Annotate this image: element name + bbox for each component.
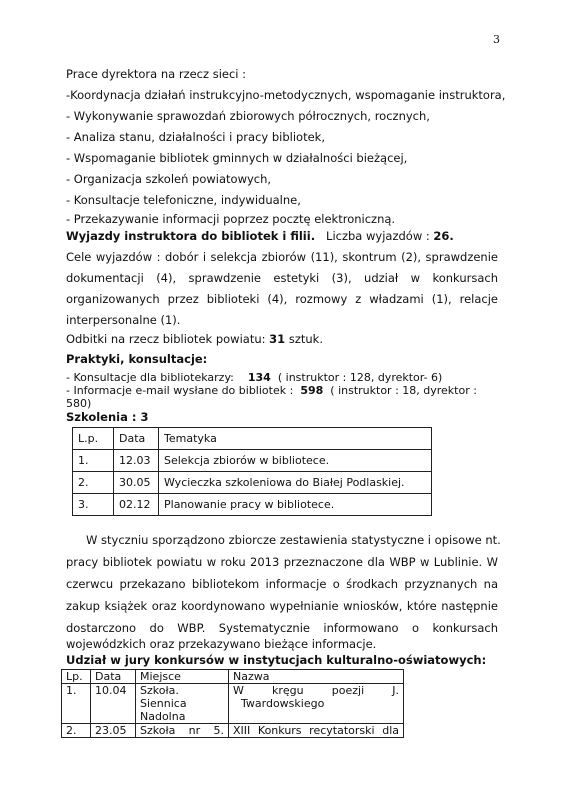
name-line: Twardowskiego: [241, 697, 325, 710]
column-header: Tematyka: [159, 428, 432, 450]
network-work-item: - Wykonywanie sprawozdań zbiorowych półrocznych, rocznych,: [66, 109, 430, 123]
place-text: Szkoła. Siennica: [140, 684, 187, 710]
place-line: Nadolna: [140, 710, 186, 723]
place-line: [140, 724, 224, 737]
email-value: 598: [300, 384, 324, 397]
table-cell: [136, 724, 229, 738]
network-work-item: - Wspomaganie bibliotek gminnych w działalności bieżącej,: [66, 151, 408, 165]
name-line: XIII Konkurs recytatorski dla: [233, 724, 399, 737]
trips-purpose-line: dokumentacji (4), sprawdzenie estetyki (3), udział w konkursach: [66, 271, 498, 285]
trips-count-label: Liczba wyjazdów :: [326, 229, 430, 243]
table-cell: Selekcja zbiorów w bibliotece.: [159, 450, 432, 472]
email-line: [66, 384, 477, 397]
jury-table: [61, 669, 404, 738]
place-line: [140, 684, 224, 710]
summary-line: zakup książek oraz koordynowano wypełnianie wniosków, które następnie: [66, 599, 498, 613]
consult-label: - Konsultacje dla bibliotekarzy:: [66, 371, 234, 384]
summary-line: pracy bibliotek powiatu w roku 2013 przeznaczone dla WBP w Lublinie. W: [66, 555, 498, 569]
column-header: Data: [91, 670, 136, 684]
table-row: [73, 494, 432, 516]
trips-purpose-line: Cele wyjazdów : dobór i selekcja zbiorów (11), skontrum (2), sprawdzenie: [66, 250, 498, 264]
table-row: [73, 450, 432, 472]
trips-purpose-line: organizowanych przez biblioteki (4), rozmowy z władzami (1), relacje: [66, 292, 498, 306]
consult-detail: ( instruktor : 128, dyrektor- 6): [277, 371, 443, 384]
table-row: [73, 472, 432, 494]
table-cell: Wycieczka szkoleniowa do Białej Podlaskiej.: [159, 472, 432, 494]
email-detail-cont: 580): [66, 397, 92, 410]
summary-line: W styczniu sporządzono zbiorcze zestawienia statystyczne i opisowe nt.: [86, 533, 501, 547]
practice-heading: Praktyki, konsultacje:: [66, 352, 208, 366]
trainings-heading: Szkolenia : 3: [66, 410, 149, 424]
summary-line: czerwcu przekazano bibliotekom informacje o środkach przyznanych na: [66, 577, 498, 591]
prints-label: Odbitki na rzecz bibliotek powiatu:: [66, 332, 266, 346]
network-work-item: - Przekazywanie informacji poprzez pocztę elektroniczną.: [66, 212, 396, 226]
table-row: [62, 724, 404, 738]
table-cell: 30.05: [114, 472, 159, 494]
email-label: - Informacje e-mail wysłane do bibliotek :: [66, 384, 294, 397]
trips-heading: Wyjazdy instruktora do bibliotek i filii.: [66, 229, 316, 243]
table-cell: [229, 684, 404, 724]
table-row: [62, 684, 404, 724]
table-cell: 2.: [62, 724, 91, 738]
place-text: Szkoła nr 5.: [140, 724, 224, 737]
page-number: 3: [493, 33, 500, 46]
table-cell: 3.: [73, 494, 114, 516]
table-cell: [136, 684, 229, 724]
jury-heading: Udział w jury konkursów w instytucjach kulturalno-oświatowych:: [66, 653, 487, 667]
network-work-item: - Konsultacje telefoniczne, indywidualne,: [66, 193, 301, 207]
table-cell: 12.03: [114, 450, 159, 472]
network-work-item: - Organizacja szkoleń powiatowych,: [66, 172, 272, 186]
name-text: W kręgu poezji J.: [233, 684, 399, 697]
table-cell: Planowanie pracy w bibliotece.: [159, 494, 432, 516]
table-cell: 23.05: [91, 724, 136, 738]
column-header: L.p.: [73, 428, 114, 450]
prints-unit: sztuk.: [288, 332, 323, 346]
trips-count-value: 26.: [433, 229, 454, 243]
trainings-table: [72, 427, 432, 516]
table-cell: [229, 724, 404, 738]
name-line: [233, 684, 399, 697]
trips-purpose-line: interpersonalne (1).: [66, 313, 181, 327]
summary-line: wojewódzkich oraz przekazywano bieżące informacje.: [66, 637, 377, 651]
table-cell: 02.12: [114, 494, 159, 516]
table-header-row: [62, 670, 404, 684]
column-header: Miejsce: [136, 670, 229, 684]
consult-line: [66, 371, 442, 384]
column-header: Lp.: [62, 670, 91, 684]
network-work-heading: Prace dyrektora na rzecz sieci :: [66, 67, 247, 81]
network-work-item: - Analiza stanu, działalności i pracy bibliotek,: [66, 130, 325, 144]
table-cell: 1.: [73, 450, 114, 472]
column-header: Nazwa: [229, 670, 404, 684]
email-detail: ( instruktor : 18, dyrektor :: [330, 384, 477, 397]
trips-heading-line: [66, 229, 454, 243]
table-cell: 10.04: [91, 684, 136, 724]
prints-line: [66, 332, 323, 346]
table-header-row: [73, 428, 432, 450]
table-cell: 1.: [62, 684, 91, 724]
column-header: Data: [114, 428, 159, 450]
summary-line: dostarczono do WBP. Systematycznie informowano o konkursach: [66, 621, 498, 635]
prints-value: 31: [269, 332, 286, 346]
table-cell: 2.: [73, 472, 114, 494]
network-work-item: -Koordynacja działań instrukcyjno-metodycznych, wspomaganie instruktora,: [66, 88, 506, 102]
consult-value: 134: [247, 371, 271, 384]
